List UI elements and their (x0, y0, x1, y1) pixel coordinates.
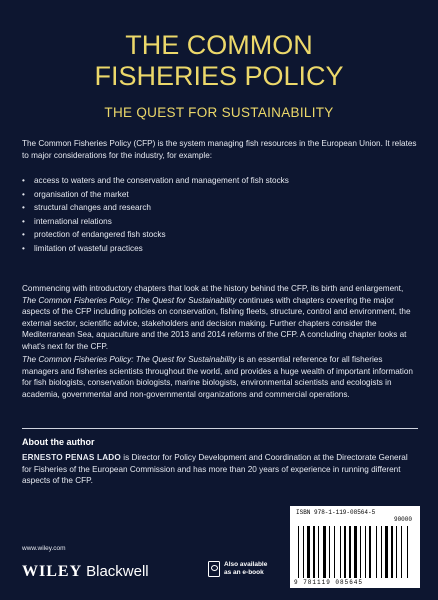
barcode-bar (303, 526, 304, 578)
barcode-bar (344, 526, 346, 578)
intro-paragraph: The Common Fisheries Policy (CFP) is the system managing fish resources in the European Union. It relates to major considerations for the industry, for example: (22, 139, 417, 160)
barcode-bar (323, 526, 326, 578)
divider (22, 428, 418, 429)
ebook-line-1: Also available (224, 561, 268, 568)
logo-blackwell: Blackwell (86, 563, 149, 580)
barcode-bar (334, 526, 335, 578)
barcode-bar (305, 526, 306, 578)
barcode-bar (391, 526, 393, 578)
barcode-bar (300, 526, 302, 578)
barcode-bar (376, 526, 377, 578)
barcode-bar (340, 526, 341, 578)
ebook-line-2: as an e-book (224, 568, 264, 576)
publisher-website: www.wiley.com (22, 545, 66, 552)
barcode-digits: 9 781119 085645 (294, 579, 364, 586)
barcode-bar (396, 526, 397, 578)
title-line-2: FISHERIES POLICY (94, 61, 344, 91)
price-code: 90000 (393, 516, 412, 523)
barcode-bar (331, 526, 333, 578)
barcode-bar (409, 526, 411, 578)
barcode-bar (398, 526, 400, 578)
barcode-bar (372, 526, 375, 578)
barcode (290, 506, 420, 588)
contents-paragraph (22, 283, 418, 353)
author-bio-text: is Director for Policy Development and Coordination at the Directorate General for Fisheries of the European Commission and has more than 20 years of experience in running different aspects of the CFP. (22, 453, 408, 486)
barcode-bar (313, 526, 315, 578)
list-item: • international relations (22, 215, 418, 229)
barcode-bar (329, 526, 330, 578)
author-name: ERNESTO PENAS LADO (22, 453, 121, 462)
publisher-logo (22, 563, 149, 581)
barcode-bar (316, 526, 317, 578)
list-item: • access to waters and the conservation and management of fish stocks (22, 174, 418, 188)
book-title-italic: The Common Fisheries Policy: The Quest for Sustainability (22, 355, 237, 364)
topics-list (22, 174, 418, 255)
barcode-bars (298, 526, 412, 578)
isbn-number: ISBN 978-1-119-08564-5 (296, 509, 376, 516)
barcode-bar (358, 526, 359, 578)
barcode-bar (394, 526, 395, 578)
barcode-bar (347, 526, 348, 578)
ebook-availability (224, 561, 267, 576)
barcode-bar (362, 526, 364, 578)
barcode-bar (352, 526, 353, 578)
book-subtitle: THE QUEST FOR SUSTAINABILITY (104, 105, 334, 120)
paragraph-text: continues with chapters covering the major aspects of the CFP including policies on conservation, fishing fleets, structure, control and environment, the external sector, scientific advice, stakeholders and decision making. Further chapters consider the Mediterranean Sea, aquaculture and the 2013 and 2014 reforms of the CFP. A concluding chapter looks at what's next for the CFP. (22, 295, 411, 351)
ebook-icon (208, 561, 220, 577)
barcode-bar (401, 526, 402, 578)
barcode-bar (367, 526, 368, 578)
barcode-bar (389, 526, 390, 578)
about-author-heading: About the author (22, 437, 95, 447)
barcode-bar (336, 526, 339, 578)
barcode-bar (407, 526, 408, 578)
barcode-bar (365, 526, 366, 578)
audience-paragraph (22, 354, 418, 400)
book-title (0, 30, 438, 92)
barcode-bar (354, 526, 357, 578)
barcode-bar (320, 526, 322, 578)
author-bio (22, 452, 418, 487)
book-title-italic: The Common Fisheries Policy: The Quest for Sustainability (22, 295, 237, 305)
barcode-bar (403, 526, 406, 578)
barcode-bar (369, 526, 371, 578)
paragraph-text: Commencing with introductory chapters that look at the history behind the CFP, its birth and enlargement, (22, 284, 404, 293)
barcode-bar (378, 526, 380, 578)
logo-wiley: WILEY (22, 563, 83, 580)
list-item: • organisation of the market (22, 188, 418, 202)
barcode-bar (298, 526, 299, 578)
barcode-bar (360, 526, 361, 578)
title-line-1: THE COMMON (125, 30, 313, 60)
barcode-bar (385, 526, 388, 578)
list-item: • protection of endangered fish stocks (22, 228, 418, 242)
barcode-bar (349, 526, 351, 578)
barcode-bar (383, 526, 384, 578)
barcode-bar (311, 526, 312, 578)
barcode-bar (318, 526, 319, 578)
paragraph-text: is an essential reference for all fisheries managers and fisheries scientists throughout the world, and provides a huge wealth of important information for fish biologists, conservation biologists, marine biologists, environmental scientists and ecologists in academia, governmental and non-governmental organizations and commercial operations. (22, 355, 413, 399)
barcode-bar (327, 526, 328, 578)
list-item: • structural changes and research (22, 201, 418, 215)
barcode-bar (342, 526, 343, 578)
barcode-bar (307, 526, 310, 578)
list-item: • limitation of wasteful practices (22, 242, 418, 256)
barcode-bar (381, 526, 382, 578)
